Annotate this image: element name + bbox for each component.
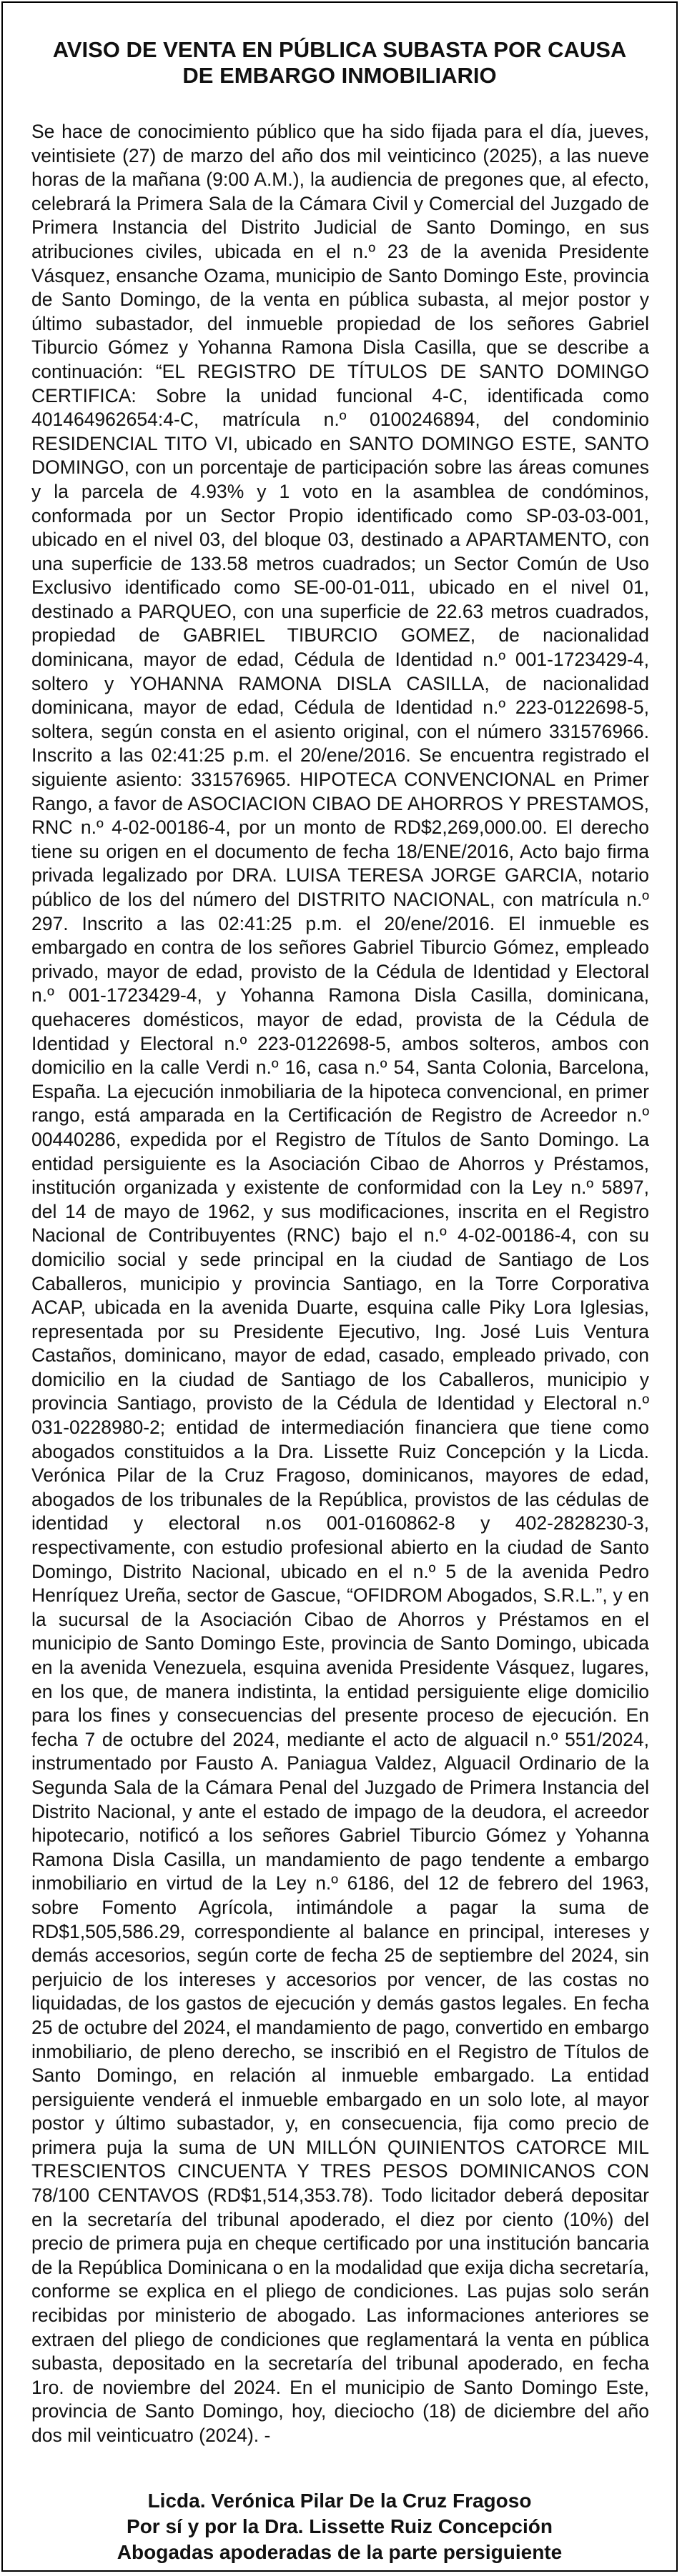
title-line-1: AVISO DE VENTA EN PÚBLICA SUBASTA POR CAUSA (52, 37, 627, 62)
signature-role: Abogadas apoderadas de la parte persiguiente (117, 2540, 563, 2563)
notice-frame (1, 1, 678, 2572)
title-line-2: DE EMBARGO INMOBILIARIO (182, 63, 497, 88)
notice-body: Se hace de conocimiento público que ha sido fijada para el día, jueves, veintisiete (27) de marzo del año dos mil veinticinco (2025), a las nueve horas de la mañana (9:00 A.M.), la audiencia de pregones que, al efecto, celebrará la Primera Sala de la Cámara Civil y Comercial del Juzgado de Primera Instancia del Distrito Judicial de Santo Domingo, en sus atribuciones civiles, ubicada en el n.º 23 de la avenida Presidente Vásquez, ensanche Ozama, municipio de Santo Domingo Este, provincia de Santo Domingo, de la venta en pública subasta, al mejor postor y último subastador, del inmueble propiedad de los señores Gabriel Tiburcio Gómez y Yohanna Ramona Disla Casilla, que se describe a continuación: “EL REGISTRO DE TÍTULOS DE SANTO DOMINGO CERTIFICA: Sobre la unidad funcional 4-C, identificada como 401464962654:4-C, matrícula n.º 0100246894, del condominio RESIDENCIAL TITO VI, ubicado en SANTO DOMINGO ESTE, SANTO DOMINGO, con un porcentaje de participación sobre las áreas comunes y la parcela de 4.93% y 1 voto en la asamblea de condóminos, conformada por un Sector Propio identificado como SP-03-03-001, ubicado en el nivel 03, del bloque 03, destinado a APARTAMENTO, con una superficie de 133.58 metros cuadrados; un Sector Común de Uso Exclusivo identificado como SE-00-01-011, ubicado en el nivel 01, destinado a PARQUEO, con una superficie de 22.63 metros cuadrados, propiedad de GABRIEL TIBURCIO GOMEZ, de nacionalidad dominicana, mayor de edad, Cédula de Identidad n.º 001-1723429-4, soltero y YOHANNA RAMONA DISLA CASILLA, de nacionalidad dominicana, mayor de edad, Cédula de Identidad n.º 223-0122698-5, soltera, según consta en el asiento original, con el número 331576966. Inscrito a las 02:41:25 p.m. el 20/ene/2016. Se encuentra registrado el siguiente asiento: 331576965. HIPOTECA CONVENCIONAL en Primer Rango, a favor de ASOCIACION CIBAO DE AHORROS Y PRESTAMOS, RNC n.º 4-02-00186-4, por un monto de RD$2,269,000.00. El derecho tiene su origen en el documento de fecha 18/ENE/2016, Acto bajo firma privada legalizado por DRA. LUISA TERESA JORGE GARCIA, notario público de los del número del DISTRITO NACIONAL, con matrícula n.º 297. Inscrito a las 02:41:25 p.m. el 20/ene/2016. El inmueble es embargado en contra de los señores Gabriel Tiburcio Gómez, empleado privado, mayor de edad, provisto de la Cédula de Identidad y Electoral n.º 001-1723429-4, y Yohanna Ramona Disla Casilla, dominicana, quehaceres domésticos, mayor de edad, provista de la Cédula de Identidad y Electoral n.º 223-0122698-5, ambos solteros, ambos con domicilio en la calle Verdi n.º 16, casa n.º 54, Santa Colonia, Barcelona, España. La ejecución inmobiliaria de la hipoteca convencional, en primer rango, está amparada en la Certificación de Registro de Acreedor n.º 00440286, expedida por el Registro de Títulos de Santo Domingo. La entidad persiguiente es la Asociación Cibao de Ahorros y Préstamos, institución organizada y existente de conformidad con la Ley n.º 5897, del 14 de mayo de 1962, y sus modificaciones, inscrita en el Registro Nacional de Contribuyentes (RNC) bajo el n.º 4-02-00186-4, con su domicilio social y sede principal en la ciudad de Santiago de Los Caballeros, municipio y provincia Santiago, en la Torre Corporativa ACAP, ubicada en la avenida Duarte, esquina calle Piky Lora Iglesias, representada por su Presidente Ejecutivo, Ing. José Luis Ventura Castaños, dominicano, mayor de edad, casado, empleado privado, con domicilio en la ciudad de Santiago de los Caballeros, municipio y provincia Santiago, provisto de la Cédula de Identidad y Electoral n.º 031-0228980-2; entidad de intermediación financiera que tiene como abogados constituidos a la Dra. Lissette Ruiz Concepción y la Licda. Verónica Pilar de la Cruz Fragoso, dominicanos, mayores de edad, abogados de los tribunales de la República, provistos de las cédulas de identidad y electoral n.os 001-0160862-8 y 402-2828230-3, respectivamente, con estudio profesional abierto en la ciudad de Santo Domingo, Distrito Nacional, ubicado en el n.º 5 de la avenida Pedro Henríquez Ureña, sector de Gascue, “OFIDROM Abogados, S.R.L.”, y en la sucursal de la Asociación Cibao de Ahorros y Préstamos en el municipio de Santo Domingo Este, provincia de Santo Domingo, ubicada en la avenida Venezuela, esquina avenida Presidente Vásquez, lugares, en los que, de manera indistinta, la entidad persiguiente elige domicilio para los fines y consecuencias del presente proceso de ejecución. En fecha 7 de octubre del 2024, mediante el acto de alguacil n.º 551/2024, instrumentado por Fausto A. Paniagua Valdez, Alguacil Ordinario de la Segunda Sala de la Cámara Penal del Juzgado de Primera Instancia del Distrito Nacional, y ante el estado de impago de la deudora, el acreedor hipotecario, notificó a los señores Gabriel Tiburcio Gómez y Yohanna Ramona Disla Casilla, un mandamiento de pago tendente a embargo inmobiliario en virtud de la Ley n.º 6186, del 12 de febrero del 1963, sobre Fomento Agrícola, intimándole a pagar la suma de RD$1,505,586.29, correspondiente al balance en principal, intereses y demás accesorios, según corte de fecha 25 de septiembre del 2024, sin perjuicio de los intereses y accesorios por vencer, de las costas no liquidadas, de los gastos de ejecución y demás gastos legales. En fecha 25 de octubre del 2024, el mandamiento de pago, convertido en embargo inmobiliario, de pleno derecho, se inscribió en el Registro de Títulos de Santo Domingo, en relación al inmueble embargado. La entidad persiguiente venderá el inmueble embargado en un solo lote, al mayor postor y último subastador, y, en consecuencia, fija como precio de primera puja la suma de UN MILLÓN QUINIENTOS CATORCE MIL TRESCIENTOS CINCUENTA Y TRES PESOS DOMINICANOS CON 78/100 CENTAVOS (RD$1,514,353.78). Todo licitador deberá depositar en la secretaría del tribunal apoderado, el diez por ciento (10%) del precio de primera puja en cheque certificado por una institución bancaria de la República Dominicana o en la modalidad que exija dicha secretaría, conforme se explica en el pliego de condiciones. Las pujas solo serán recibidas por ministerio de abogado. Las informaciones anteriores se extraen del pliego de condiciones que reglamentará la venta en pública subasta, depositado en la secretaría del tribunal apoderado, en fecha 1ro. de noviembre del 2024. En el municipio de Santo Domingo Este, provincia de Santo Domingo, hoy, dieciocho (18) de diciembre del año dos mil veinticuatro (2024). - (31, 121, 649, 2446)
notice-title (31, 37, 648, 89)
signature-name: Licda. Verónica Pilar De la Cruz Fragoso (147, 2489, 532, 2512)
signature-on-behalf: Por sí y por la Dra. Lissette Ruiz Concepción (127, 2515, 553, 2537)
signature-block (31, 2488, 648, 2565)
